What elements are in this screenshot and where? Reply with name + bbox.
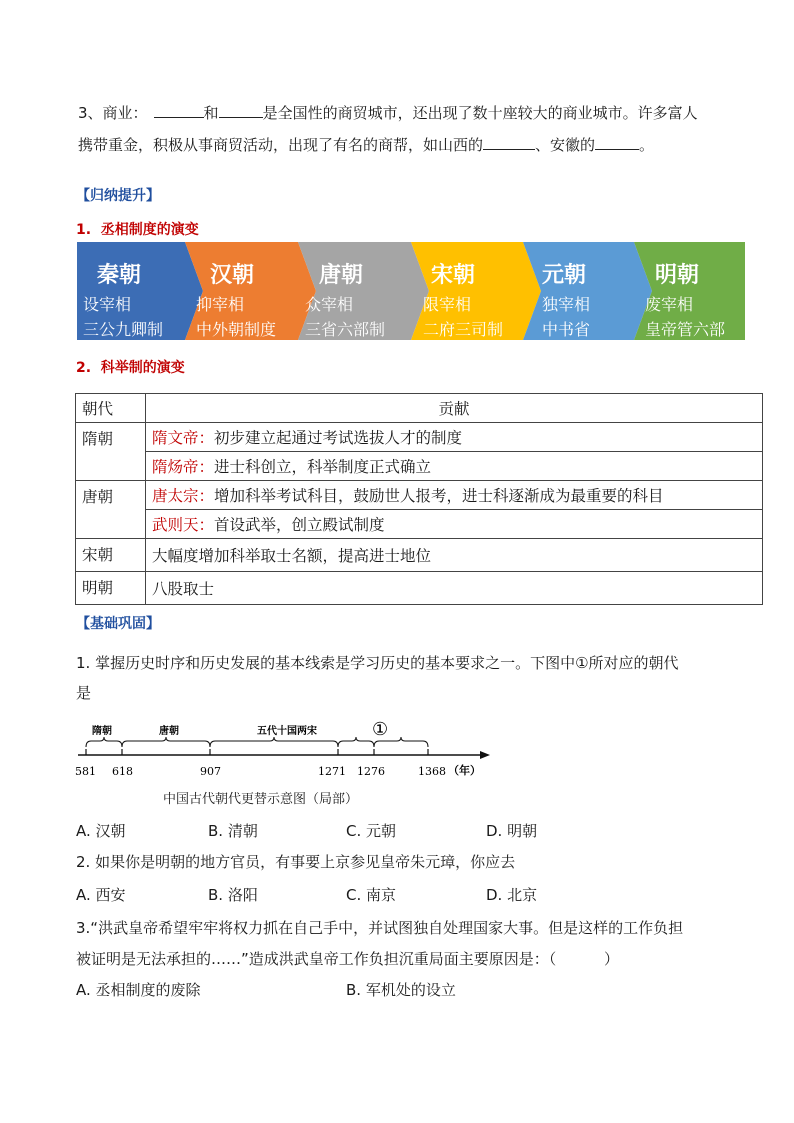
q3-option-a[interactable]: A. 丞相制度的废除 [76, 981, 201, 999]
contribution-cell [146, 452, 763, 481]
tick-label: 1368 [418, 765, 446, 778]
question-2: 2. 如果你是明朝的地方官员，有事要上京参见皇帝朱元璋，你应去 [76, 853, 516, 871]
q3-option-b[interactable]: B. 军机处的设立 [346, 981, 456, 999]
chain-line2: 中外朝制度 [196, 320, 277, 339]
chain-line2: 三省六部制 [305, 320, 386, 339]
dynasty-cell: 隋朝 [76, 423, 146, 481]
chancellor-evolution-chain [77, 242, 745, 340]
contribution-cell [146, 481, 763, 510]
timeline-arrow [480, 751, 490, 759]
dynasty-timeline [72, 715, 512, 795]
contribution-cell [146, 510, 763, 539]
exam-evolution-table [75, 393, 763, 605]
chain-name: 汉朝 [210, 263, 255, 288]
emperor-label: 隋文帝： [152, 429, 215, 447]
q2-option-c[interactable]: C. 南京 [346, 886, 397, 904]
timeline-brace [338, 737, 374, 747]
segment-label-circled-1: ① [372, 719, 389, 740]
chain-line1: 抑宰相 [196, 295, 245, 314]
q3-line-2: 被证明是无法承担的……”造成洪武皇帝工作负担沉重局面主要原因是：（ ） [76, 950, 619, 968]
chain-line1: 众宰相 [305, 295, 354, 314]
table-row [76, 481, 763, 510]
header-dynasty: 朝代 [76, 394, 146, 423]
chain-line1: 废宰相 [645, 295, 694, 314]
q1-option-a[interactable]: A. 汉朝 [76, 822, 126, 840]
exam-title: 2. 科举制的演变 [76, 360, 185, 376]
commerce-end: 。 [639, 136, 655, 154]
emperor-label: 隋炀帝： [152, 458, 215, 476]
commerce-line-1 [78, 97, 758, 129]
chain-line1: 限宰相 [423, 295, 472, 314]
table-row [76, 572, 763, 605]
basics-tag: 【基础巩固】 [76, 616, 160, 632]
commerce-mid: 是全国性的商贸城市，还出现了数十座较大的商业城市。许多富人 [262, 104, 698, 122]
chain-line2: 皇帝管六部 [645, 320, 726, 339]
summary-tag: 【归纳提升】 [76, 188, 160, 204]
commerce-and: 和 [203, 104, 219, 122]
chain-line2: 三公九卿制 [83, 320, 164, 339]
contribution-text: 首设武举，创立殿试制度 [214, 516, 385, 534]
contribution-text: 初步建立起通过考试选拔人才的制度 [214, 429, 463, 447]
question-3 [76, 913, 683, 975]
emperor-label: 唐太宗： [152, 487, 215, 505]
dynasty-cell: 唐朝 [76, 481, 146, 539]
tick-label: 907 [200, 765, 221, 778]
q1-option-d[interactable]: D. 明朝 [486, 822, 538, 840]
table-row [76, 423, 763, 452]
q3-line-1: 3.“洪武皇帝希望牢牢将权力抓在自己手中，并试图独自处理国家大事。但是这样的工作负担 [76, 919, 684, 937]
chain-name: 明朝 [655, 263, 700, 288]
chain-line1: 设宰相 [83, 295, 132, 314]
tick-label: 1271 [318, 765, 346, 778]
q2-option-d[interactable]: D. 北京 [486, 886, 538, 904]
dynasty-cell: 宋朝 [76, 539, 146, 572]
q2-option-b[interactable]: B. 洛阳 [208, 886, 258, 904]
blank-3[interactable] [483, 131, 535, 150]
chain-line2: 二府三司制 [423, 320, 504, 339]
header-contribution: 贡献 [146, 394, 763, 423]
segment-label-sui: 隋朝 [92, 726, 112, 737]
chain-name: 唐朝 [319, 263, 364, 288]
chain-line1: 独宰相 [542, 295, 591, 314]
timeline-brace [210, 737, 338, 747]
commerce-sep: 、安徽的 [535, 136, 596, 154]
contribution-cell: 大幅度增加科举取士名额，提高进士地位 [146, 539, 763, 572]
table-row [76, 452, 763, 481]
commerce-paragraph [78, 97, 758, 161]
chancellor-title: 1. 丞相制度的演变 [76, 222, 199, 238]
table-row [76, 539, 763, 572]
timeline-brace [86, 737, 122, 747]
q1-option-c[interactable]: C. 元朝 [346, 822, 397, 840]
timeline-brace [122, 737, 210, 747]
dynasty-cell: 明朝 [76, 572, 146, 605]
chain-name: 秦朝 [97, 263, 142, 288]
commerce-line-2 [78, 129, 758, 161]
blank-4[interactable] [595, 131, 639, 150]
timeline-caption: 中国古代朝代更替示意图（局部） [163, 792, 359, 807]
contribution-cell: 八股取士 [146, 572, 763, 605]
commerce-prefix: 3、商业： [78, 104, 148, 122]
emperor-label: 武则天： [152, 516, 215, 534]
chain-line2: 中书省 [542, 320, 591, 339]
q1-line-1: 1. 掌握历史时序和历史发展的基本线索是学习历史的基本要求之一。下图中①所对应的朝代 [76, 654, 679, 672]
table-row [76, 510, 763, 539]
segment-label-tang: 唐朝 [159, 726, 179, 737]
tick-label: 618 [112, 765, 133, 778]
commerce-line2-text: 携带重金，积极从事商贸活动，出现了有名的商帮，如山西的 [78, 136, 484, 154]
chain-name: 宋朝 [431, 263, 476, 288]
q1-option-b[interactable]: B. 清朝 [208, 822, 258, 840]
blank-2[interactable] [219, 99, 263, 118]
table-header-row [76, 394, 763, 423]
tick-label: 1276 [357, 765, 385, 778]
contribution-text: 进士科创立，科举制度正式确立 [214, 458, 432, 476]
q2-option-a[interactable]: A. 西安 [76, 886, 126, 904]
blank-1[interactable] [154, 99, 204, 118]
segment-label-wudai: 五代十国两宋 [257, 726, 317, 737]
q1-line-2: 是 [76, 684, 92, 702]
contribution-text: 增加科举考试科目，鼓励世人报考，进士科逐渐成为最重要的科目 [214, 487, 664, 505]
tick-label: 581 [75, 765, 96, 778]
contribution-cell [146, 423, 763, 452]
chain-name: 元朝 [542, 263, 587, 288]
question-1 [76, 648, 776, 708]
timeline-unit: （年） [448, 764, 481, 777]
